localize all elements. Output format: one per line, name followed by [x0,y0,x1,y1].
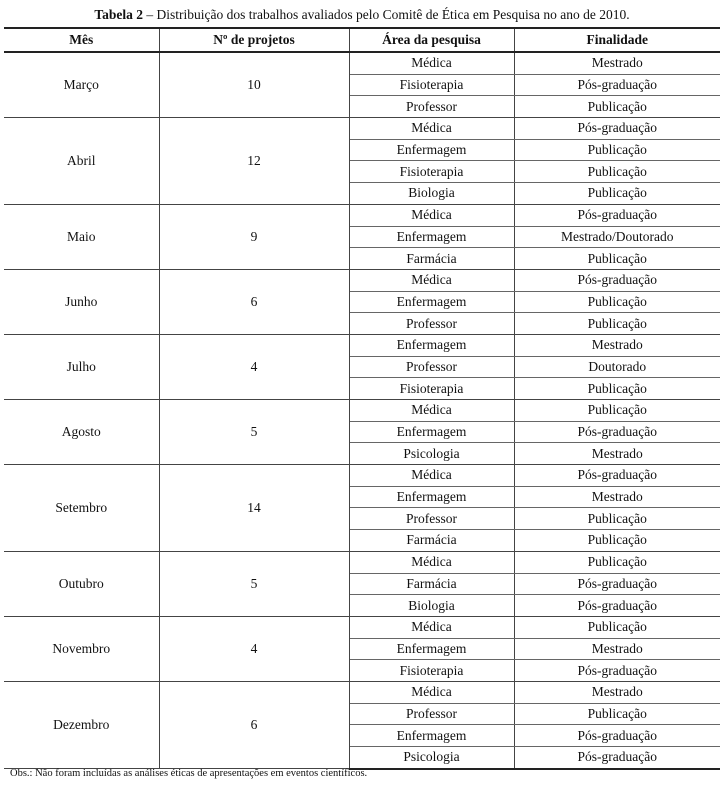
purpose-cell: Pós-graduação [514,204,720,226]
caption-label: Tabela 2 [94,7,143,22]
research-area-cell: Enfermagem [349,139,514,161]
purpose-cell: Mestrado [514,486,720,508]
project-count-cell: 9 [159,204,349,269]
research-area-cell: Enfermagem [349,334,514,356]
purpose-cell: Publicação [514,703,720,725]
research-area-cell: Fisioterapia [349,378,514,400]
purpose-cell: Pós-graduação [514,660,720,682]
project-count-cell: 6 [159,269,349,334]
table-row [4,334,720,356]
research-area-cell: Médica [349,204,514,226]
research-area-cell: Fisioterapia [349,161,514,183]
research-area-cell: Professor [349,356,514,378]
month-cell: Novembro [4,616,159,681]
month-cell: Maio [4,204,159,269]
research-area-cell: Fisioterapia [349,74,514,96]
purpose-cell: Publicação [514,378,720,400]
research-area-cell: Biologia [349,183,514,205]
research-area-cell: Professor [349,703,514,725]
month-cell: Abril [4,118,159,205]
month-cell: Dezembro [4,681,159,768]
project-count-cell: 5 [159,551,349,616]
purpose-cell: Publicação [514,551,720,573]
caption-text: – Distribuição dos trabalhos avaliados pelo Comitê de Ética em Pesquisa no ano de 2010. [143,7,630,22]
table-row [4,465,720,487]
research-area-cell: Enfermagem [349,291,514,313]
data-table [4,27,720,770]
project-count-cell: 4 [159,334,349,399]
research-area-cell: Farmácia [349,248,514,270]
purpose-cell: Pós-graduação [514,421,720,443]
research-area-cell: Enfermagem [349,226,514,248]
purpose-cell: Publicação [514,313,720,335]
purpose-cell: Publicação [514,139,720,161]
research-area-cell: Farmácia [349,573,514,595]
month-cell: Março [4,52,159,118]
purpose-cell: Publicação [514,616,720,638]
table-caption [4,6,720,24]
research-area-cell: Professor [349,313,514,335]
research-area-cell: Médica [349,465,514,487]
purpose-cell: Mestrado [514,52,720,74]
table-row [4,616,720,638]
purpose-cell: Publicação [514,291,720,313]
purpose-cell: Mestrado [514,443,720,465]
project-count-cell: 5 [159,400,349,465]
table-footnote: Obs.: Não foram incluídas as análises éticas de apresentações em eventos científicos. [10,768,368,779]
purpose-cell: Pós-graduação [514,74,720,96]
table-body [4,52,720,769]
purpose-cell: Mestrado [514,681,720,703]
project-count-cell: 6 [159,681,349,768]
research-area-cell: Professor [349,96,514,118]
research-area-cell: Enfermagem [349,725,514,747]
project-count-cell: 14 [159,465,349,552]
project-count-cell: 12 [159,118,349,205]
research-area-cell: Psicologia [349,443,514,465]
research-area-cell: Enfermagem [349,486,514,508]
month-cell: Junho [4,269,159,334]
purpose-cell: Pós-graduação [514,573,720,595]
research-area-cell: Biologia [349,595,514,617]
purpose-cell: Publicação [514,183,720,205]
month-cell: Outubro [4,551,159,616]
purpose-cell: Doutorado [514,356,720,378]
purpose-cell: Mestrado [514,334,720,356]
purpose-cell: Pós-graduação [514,269,720,291]
purpose-cell: Publicação [514,161,720,183]
purpose-cell: Publicação [514,530,720,552]
table-row [4,52,720,74]
table-row [4,681,720,703]
purpose-cell: Publicação [514,508,720,530]
research-area-cell: Enfermagem [349,638,514,660]
purpose-cell: Pós-graduação [514,465,720,487]
purpose-cell: Pós-graduação [514,595,720,617]
research-area-cell: Professor [349,508,514,530]
month-cell: Setembro [4,465,159,552]
header-row [4,28,720,52]
purpose-cell: Pós-graduação [514,118,720,140]
purpose-cell: Publicação [514,248,720,270]
month-cell: Julho [4,334,159,399]
header-area: Área da pesquisa [349,28,514,52]
research-area-cell: Médica [349,52,514,74]
research-area-cell: Médica [349,269,514,291]
purpose-cell: Pós-graduação [514,725,720,747]
research-area-cell: Médica [349,400,514,422]
purpose-cell: Publicação [514,400,720,422]
table-row [4,400,720,422]
header-purpose: Finalidade [514,28,720,52]
purpose-cell: Mestrado [514,638,720,660]
header-month: Mês [4,28,159,52]
research-area-cell: Médica [349,551,514,573]
research-area-cell: Farmácia [349,530,514,552]
project-count-cell: 10 [159,52,349,118]
research-area-cell: Psicologia [349,747,514,769]
table-row [4,204,720,226]
month-cell: Agosto [4,400,159,465]
project-count-cell: 4 [159,616,349,681]
research-area-cell: Médica [349,118,514,140]
research-area-cell: Médica [349,616,514,638]
purpose-cell: Publicação [514,96,720,118]
purpose-cell: Mestrado/Doutorado [514,226,720,248]
research-area-cell: Enfermagem [349,421,514,443]
header-count: Nº de projetos [159,28,349,52]
research-area-cell: Fisioterapia [349,660,514,682]
table-row [4,269,720,291]
table-row [4,551,720,573]
purpose-cell: Pós-graduação [514,747,720,769]
research-area-cell: Médica [349,681,514,703]
table-row [4,118,720,140]
